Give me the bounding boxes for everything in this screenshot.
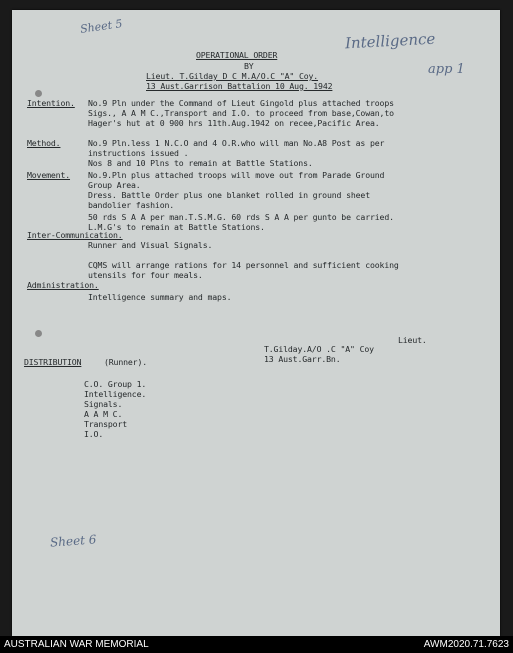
- footer-institution: AUSTRALIAN WAR MEMORIAL: [4, 639, 149, 650]
- administration-line: Intelligence summary and maps.: [88, 292, 232, 302]
- order-title: OPERATIONAL ORDER: [196, 50, 278, 60]
- footer-accession-number: AWM2020.71.7623: [423, 639, 509, 650]
- movement-line: Dress. Battle Order plus one blanket rolled in ground sheet: [88, 190, 370, 200]
- punch-hole: [35, 90, 42, 97]
- distribution-item: Signals.: [84, 399, 123, 409]
- method-line: Nos 8 and 10 Plns to remain at Battle Stations.: [88, 158, 313, 168]
- handwritten-intelligence: Intelligence: [344, 29, 436, 53]
- footer-bar: [0, 636, 513, 653]
- distribution-item: Intelligence.: [84, 389, 147, 399]
- order-author: Lieut. T.Gilday D C M.A/O.C "A" Coy.: [146, 71, 319, 81]
- distribution-item: I.O.: [84, 429, 104, 439]
- method-line: instructions issued .: [88, 148, 189, 158]
- signature-name: T.Gilday.A/O .C "A" Coy: [264, 344, 374, 354]
- intention-line: No.9 Pln under the Command of Lieut Gingold plus attached troops: [88, 98, 394, 108]
- movement-line: No.9.Pln plus attached troops will move out from Parade Ground: [88, 170, 385, 180]
- rations-line: CQMS will arrange rations for 14 personnel and sufficient cooking: [88, 260, 399, 270]
- punch-hole: [35, 330, 42, 337]
- method-label: Method.: [27, 138, 61, 148]
- signature-unit: 13 Aust.Garr.Bn.: [264, 354, 341, 364]
- distribution-label-suffix: (Runner).: [104, 357, 148, 367]
- rations-line: utensils for four meals.: [88, 270, 203, 280]
- intercommunication-line: Runner and Visual Signals.: [88, 240, 213, 250]
- movement-label: Movement.: [27, 170, 71, 180]
- movement-line: bandolier fashion.: [88, 200, 175, 210]
- administration-label: Administration.: [27, 280, 99, 290]
- intention-line: Hager's hut at 0 900 hrs 11th.Aug.1942 on recee,Pacific Area.: [88, 118, 380, 128]
- intention-line: Sigs., A A M C.,Transport and I.O. to proceed from base,Cowan,to: [88, 108, 394, 118]
- distribution-item: A A M C.: [84, 409, 123, 419]
- distribution-label: DISTRIBUTION: [24, 357, 82, 367]
- distribution-item: C.O. Group 1.: [84, 379, 147, 389]
- method-line: No.9 Pln.less 1 N.C.O and 4 O.R.who will man No.A8 Post as per: [88, 138, 385, 148]
- handwritten-sheet-number-bottom: Sheet 6: [49, 532, 97, 550]
- handwritten-sheet-number: Sheet 5: [79, 17, 124, 36]
- distribution-item: Transport: [84, 419, 128, 429]
- movement-line: Group Area.: [88, 180, 141, 190]
- movement-line: L.M.G's to remain at Battle Stations.: [88, 222, 265, 232]
- order-by: BY: [244, 61, 254, 71]
- handwritten-app: app 1: [428, 62, 465, 77]
- signature-rank: Lieut.: [398, 335, 427, 345]
- intention-label: Intention.: [27, 98, 75, 108]
- movement-line: 50 rds S A A per man.T.S.M.G. 60 rds S A A per gunto be carried.: [88, 212, 394, 222]
- order-unit-date: 13 Aust.Garrison Battalion 10 Aug. 1942: [146, 81, 333, 91]
- intercommunication-label: Inter-Communication.: [27, 230, 123, 240]
